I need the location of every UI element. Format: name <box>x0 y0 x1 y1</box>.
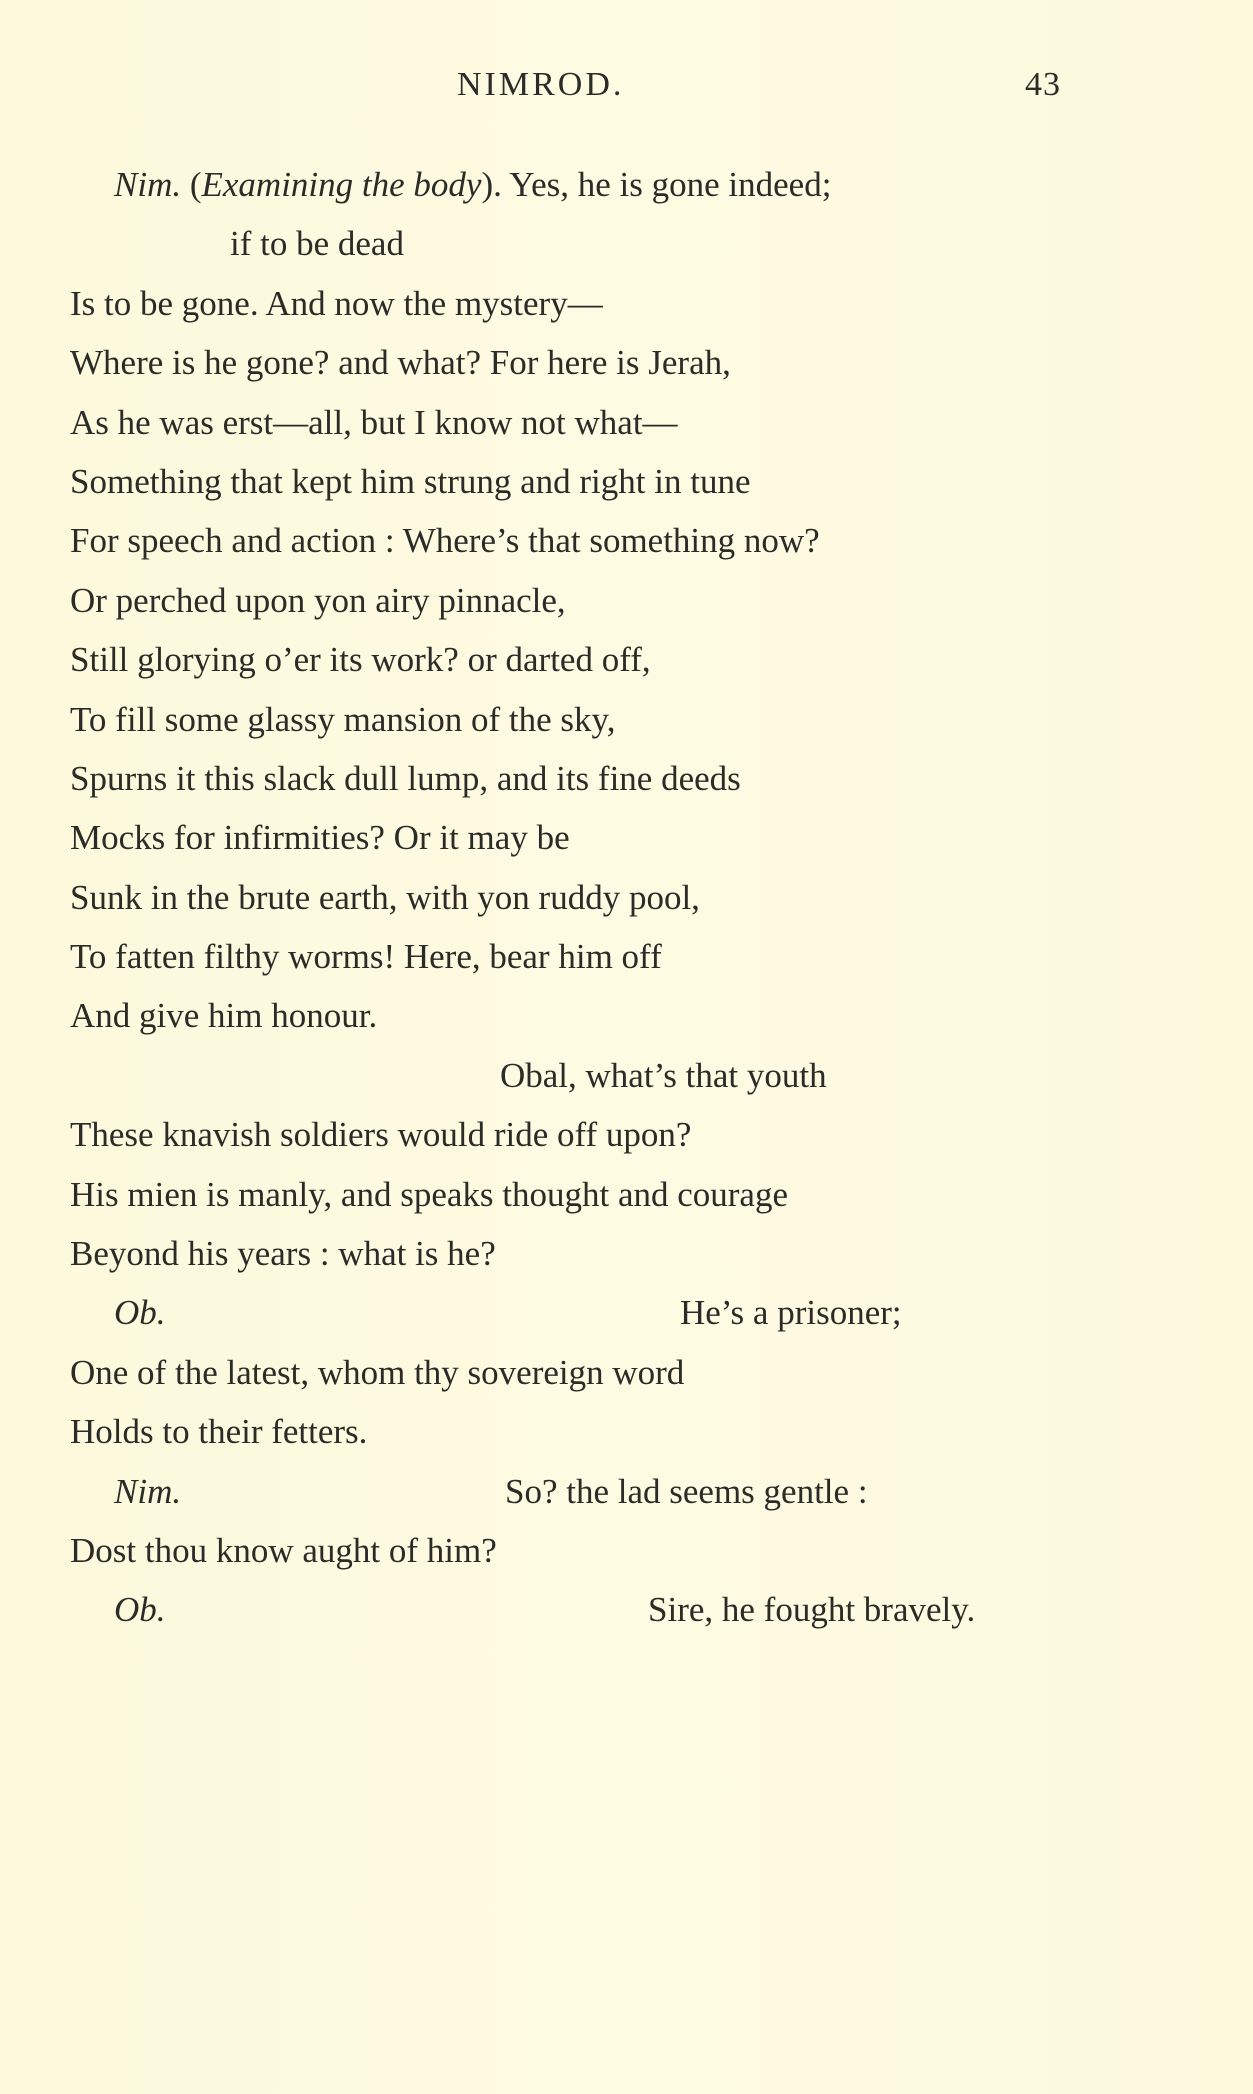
speaker-name: Ob. <box>114 1293 166 1333</box>
verse-line-text: And give him honour. <box>70 996 378 1036</box>
verse-line-text: Obal, what’s that youth <box>500 1055 827 1095</box>
verse-line <box>70 868 1210 927</box>
speaker-name: Nim. <box>114 1471 182 1511</box>
verse-line-text: Sunk in the brute earth, with yon ruddy pool, <box>70 877 700 917</box>
verse-line-text: So? the lad seems gentle : <box>505 1471 868 1511</box>
verse-line <box>70 1462 1210 1521</box>
verse-line-text: His mien is manly, and speaks thought and courage <box>70 1174 788 1214</box>
verse-line <box>70 1521 1210 1580</box>
verse-line <box>70 1224 1210 1283</box>
verse-line <box>70 630 1210 689</box>
verse-line <box>70 571 1210 630</box>
verse-line <box>70 986 1210 1045</box>
verse-line-text: Beyond his years : what is he? <box>70 1234 496 1274</box>
verse-line <box>70 1046 1210 1105</box>
direction-close: ). <box>481 165 502 204</box>
verse-line <box>70 1105 1210 1164</box>
verse-line <box>70 214 1210 273</box>
verse-line-text: Holds to their fetters. <box>70 1412 368 1452</box>
verse-line-text: To fatten filthy worms! Here, bear him off <box>70 937 662 977</box>
verse-line-content <box>114 155 831 214</box>
verse-line-text: For speech and action : Where’s that something now? <box>70 521 820 561</box>
verse-line <box>70 155 1210 214</box>
verse-line <box>70 452 1210 511</box>
verse-line <box>70 1580 1210 1639</box>
verse-line-text: Something that kept him strung and right in tune <box>70 461 751 501</box>
verse-line-text: Still glorying o’er its work? or darted off, <box>70 640 651 680</box>
verse-line <box>70 927 1210 986</box>
verse-line <box>70 333 1210 392</box>
verse-line-text: Is to be gone. And now the mystery— <box>70 283 603 323</box>
verse-line <box>70 808 1210 867</box>
verse-line-text: These knavish soldiers would ride off upon? <box>70 1115 692 1155</box>
speaker-name: Ob. <box>114 1590 166 1630</box>
verse-line-text: Dost thou know aught of him? <box>70 1530 497 1570</box>
verse-line <box>70 690 1210 749</box>
running-title: NIMROD. <box>457 66 625 103</box>
verse-line-text: As he was erst—all, but I know not what— <box>70 402 678 442</box>
verse-line <box>70 1283 1210 1342</box>
verse-line-text: Mocks for infirmities? Or it may be <box>70 818 570 858</box>
verse-line-text: Yes, he is gone indeed; <box>501 165 832 204</box>
running-head <box>0 66 1253 116</box>
verse-line <box>70 749 1210 808</box>
stage-direction: Examining the body <box>201 165 482 204</box>
verse-line-text: Sire, he fought bravely. <box>648 1590 976 1630</box>
speaker-name: Nim. <box>114 165 182 204</box>
verse-line-text: To fill some glassy mansion of the sky, <box>70 699 616 739</box>
verse-line <box>70 1165 1210 1224</box>
verse-line-text: One of the latest, whom thy sovereign word <box>70 1352 685 1392</box>
verse-line-text: He’s a prisoner; <box>680 1293 902 1333</box>
verse-line-text: Where is he gone? and what? For here is Jerah, <box>70 343 731 383</box>
verse-line <box>70 274 1210 333</box>
verse-line-text: Spurns it this slack dull lump, and its fine deeds <box>70 758 741 798</box>
verse-line <box>70 1343 1210 1402</box>
verse-text <box>70 155 1210 1640</box>
direction-open: ( <box>181 165 202 204</box>
verse-line-text: if to be dead <box>230 224 404 264</box>
page-number: 43 <box>1025 66 1061 103</box>
verse-line <box>70 1402 1210 1461</box>
verse-line <box>70 511 1210 570</box>
verse-line-text: Or perched upon yon airy pinnacle, <box>70 580 566 620</box>
verse-line <box>70 393 1210 452</box>
